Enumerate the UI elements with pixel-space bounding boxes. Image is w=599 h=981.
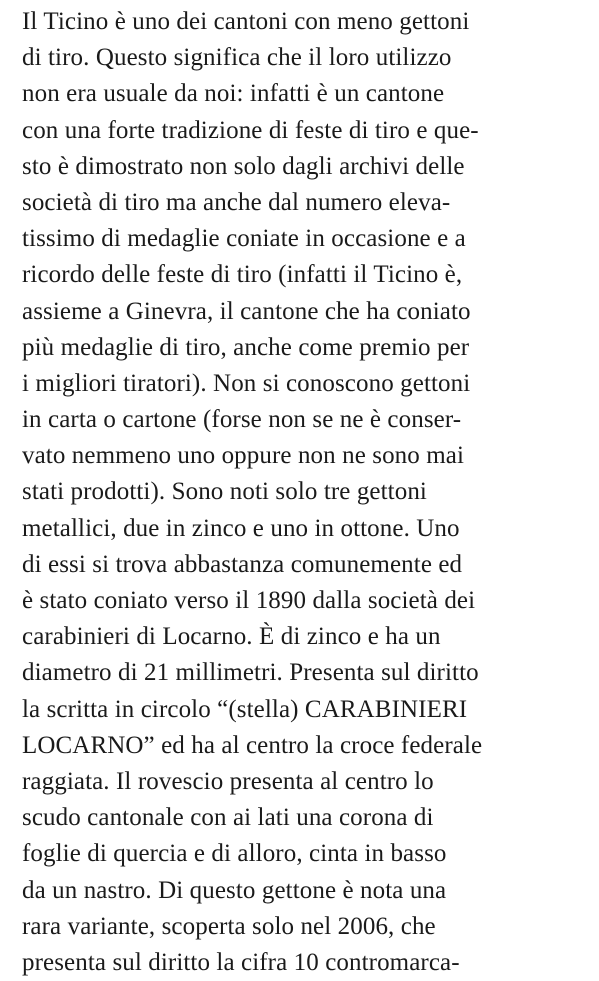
text-line: LOCARNO” ed ha al centro la croce federale xyxy=(22,731,483,759)
text-line: è stato coniato verso il 1890 dalla società dei xyxy=(22,587,476,614)
text-line: i migliori tiratori). Non si conoscono gettoni xyxy=(22,369,471,397)
text-line: la scritta in circolo “(stella) CARABINIERI xyxy=(22,695,468,723)
text-line: con una forte tradizione di feste di tiro e que- xyxy=(22,116,479,144)
text-line: stati prodotti). Sono noti solo tre gettoni xyxy=(22,478,427,506)
text-line: raggiata. Il rovescio presenta al centro lo xyxy=(22,767,434,795)
text-line: di tiro. Questo significa che il loro utilizzo xyxy=(22,44,452,72)
text-line: vato nemmeno uno oppure non ne sono mai xyxy=(22,442,465,470)
text-line: non era usuale da noi: infatti è un cantone xyxy=(22,80,445,108)
text-line: metallici, due in zinco e uno in ottone. Uno xyxy=(22,514,460,542)
text-line: di essi si trova abbastanza comunemente ed xyxy=(22,550,463,578)
text-line: assieme a Ginevra, il cantone che ha coniato xyxy=(22,297,471,325)
body-paragraph xyxy=(22,4,592,981)
text-line: scudo cantonale con ai lati una corona di xyxy=(22,804,434,832)
text-line: in carta o cartone (forse non se ne è conser- xyxy=(22,406,462,434)
text-line: società di tiro ma anche dal numero eleva- xyxy=(22,188,451,216)
text-line: presenta sul diritto la cifra 10 contromarca- xyxy=(22,948,460,976)
text-line: sto è dimostrato non solo dagli archivi delle xyxy=(22,152,465,180)
text-line: tissimo di medaglie coniate in occasione e a xyxy=(22,225,466,253)
text-line: da un nastro. Di questo gettone è nota una xyxy=(22,876,447,904)
text-line: ricordo delle feste di tiro (infatti il Ticino è, xyxy=(22,261,463,289)
text-line: più medaglie di tiro, anche come premio per xyxy=(22,333,470,361)
text-line: rara variante, scoperta solo nel 2006, che xyxy=(22,912,436,940)
text-line: foglie di quercia e di alloro, cinta in basso xyxy=(22,840,447,868)
text-line: Il Ticino è uno dei cantoni con meno gettoni xyxy=(22,8,470,35)
text-line: carabinieri di Locarno. È di zinco e ha un xyxy=(22,623,441,651)
text-line: diametro di 21 millimetri. Presenta sul diritto xyxy=(22,659,479,687)
